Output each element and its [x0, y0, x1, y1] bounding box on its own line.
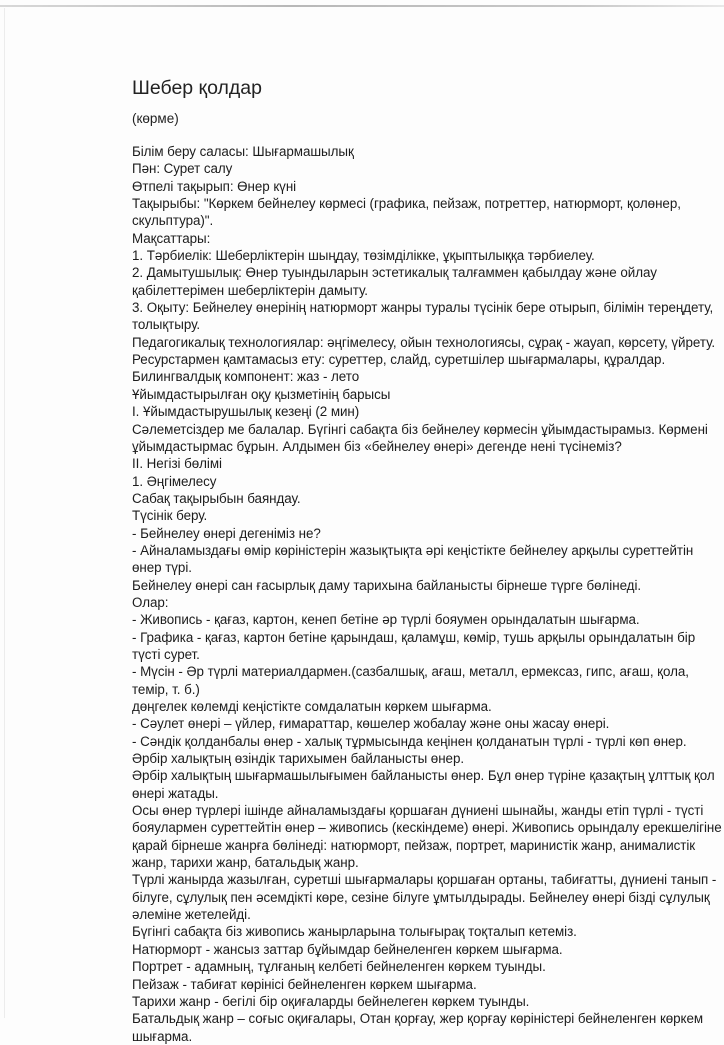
paragraph: - Мүсін - Әр түрлі материалдармен.(сазбалшық, ағаш, металл, ермексаз, гипс, ағаш, қола, темір, т. б.) [132, 664, 689, 697]
paragraph: 2. Дамытушылық: Өнер туындыларын эстетикалық талғаммен қабылдау және ойлау қабілеттерімен шеберліктерін дамыту. [132, 265, 657, 298]
document-subtitle: (көрме) [132, 111, 179, 126]
paragraph: Мақсаттары: [132, 230, 211, 246]
paragraph: Пейзаж - табиғат көрінісі бейнеленген көркем шығарма. [132, 976, 477, 992]
paragraph: Билингвалдық компонент: жаз - лето [132, 369, 360, 385]
paragraph: Өтпелі тақырып: Өнер күні [132, 178, 297, 194]
paragraph: 1. Тәрбиелік: Шеберліктерін шыңдау, төзімділікке, ұқыптылыққа тәрбиелеу. [132, 248, 595, 264]
scan-top-edge [0, 5, 724, 7]
paragraph: - Бейнелеу өнері дегеніміз не? [132, 525, 321, 541]
paragraph: Педагогикалық технологиялар: әңгімелесу, ойын технологиясы, сұрақ - жауап, көрсету, үйрету. [132, 334, 716, 350]
paragraph: I. Ұйымдастырушылық кезеңі (2 мин) [132, 404, 360, 420]
paragraph: Ресурстармен қамтамасыз ету: суреттер, слайд, суретшілер шығармалары, құралдар. [132, 352, 666, 368]
paragraph: Пән: Сурет салу [132, 161, 233, 177]
paragraph: Олар: [132, 594, 169, 610]
paragraph: Түсінік беру. [132, 508, 208, 524]
paragraph: Натюрморт - жансыз заттар бұйымдар бейнеленген көркем шығарма. [132, 941, 563, 957]
document-title: Шебер қолдар [132, 77, 262, 99]
paragraph: Білім беру саласы: Шығармашылық [132, 144, 354, 159]
paragraph: Бүгінгі сабақта біз живопись жанырларына толығырақ тоқталып кетеміз. [132, 924, 577, 940]
document-body [132, 143, 722, 1045]
paragraph: - Сәндік қолданбалы өнер - халық тұрмысында кеңінен қолданатын түрлі - түрлі көп өнер. [132, 733, 687, 749]
paragraph: - Сәулет өнері – үйлер, ғимараттар, көшелер жобалау және оны жасау өнері. [132, 716, 610, 732]
paragraph: Тақырыбы: "Көркем бейнелеу көрмесі (графика, пейзаж, потреттер, натюрморт, қолөнер, скульптура)". [132, 196, 681, 229]
document-page [132, 76, 722, 1045]
paragraph: 1. Әңгімелесу [132, 473, 217, 489]
paragraph: Сабақ тақырыбын баяндау. [132, 490, 301, 506]
paragraph: Ұйымдастырылған оқу қызметінің барысы [132, 386, 391, 402]
paragraph: - Айналамыздағы өмір көріністерін жазықтықта әрі кеңістікте бейнелеу арқылы суреттейтін өнер түрі. [132, 542, 694, 576]
paragraph: - Живопись - қағаз, картон, кенеп бетіне әр түрлі бояумен орындалатын шығарма. [132, 612, 640, 628]
paragraph: Әрбір халықтың өзіндік тарихымен байланысты өнер. [132, 751, 465, 767]
paragraph: Түрлі жанырда жазылған, суретші шығармалары қоршаған ортаны, табиғатты, дүниені танып - білуге, сұлулық пен әсемдікті көре, сезіне білуге ұмтылдырады. Бейнелеу өнері бізді сұлулық әлеміне жетелейді. [132, 872, 717, 923]
paragraph: Портрет - адамның, тұлғаның келбеті бейнеленген көркем туынды. [132, 959, 546, 975]
paragraph: - Графика - қағаз, картон бетіне қарындаш, қаламұш, көмір, тушь арқылы орындалатын бір түсті сурет. [132, 629, 696, 662]
paragraph: Бейнелеу өнері сан ғасырлық даму тарихына байланысты бірнеше түрге бөлінеді. [132, 577, 642, 593]
scan-left-edge [4, 8, 5, 1018]
paragraph: Сәлеметсіздер ме балалар. Бүгінгі сабақта біз бейнелеу көрмесін ұйымдастырамыз. Көрмені ұйымдастырмас бұрын. Алдымен біз «бейнелеу өнері» дегенде нені түсінеміз? [132, 421, 708, 454]
paragraph: Осы өнер түрлері ішінде айналамыздағы қоршаған дүниені шынайы, жанды етіп түрлі - түсті бояулармен суреттейтін өнер – живопись (кескіндеме) өнері. Живопись орындалу ерекшелігіне қарай бірнеше жанрға бөлінеді: натюрморт, пейзаж, портрет, маринистік жанр, анималистік жанр, тарихи жанр, батальдық жанр. [132, 803, 722, 871]
paragraph: Тарихи жанр - бегілі бір оқиғаларды бейнелеген көркем туынды. [132, 993, 530, 1009]
paragraph: II. Негізі бөлімі [132, 456, 222, 472]
paragraph: Әрбір халықтың шығармашылығымен байланысты өнер. Бұл өнер түріне қазақтың ұлттық қол өнері жатады. [132, 768, 715, 801]
paragraph: Батальдық жанр – соғыс оқиғалары, Отан қорғау, жер қорғау көріністері бейнеленген көркем шығарма. [132, 1011, 704, 1044]
paragraph: 3. Оқыту: Бейнелеу өнерінің натюрморт жанры туралы түсінік бере отырып, білімін тереңдету, толықтыру. [132, 300, 714, 333]
paragraph: дөңгелек көлемді кеңістікте сомдалатын көркем шығарма. [132, 699, 492, 714]
